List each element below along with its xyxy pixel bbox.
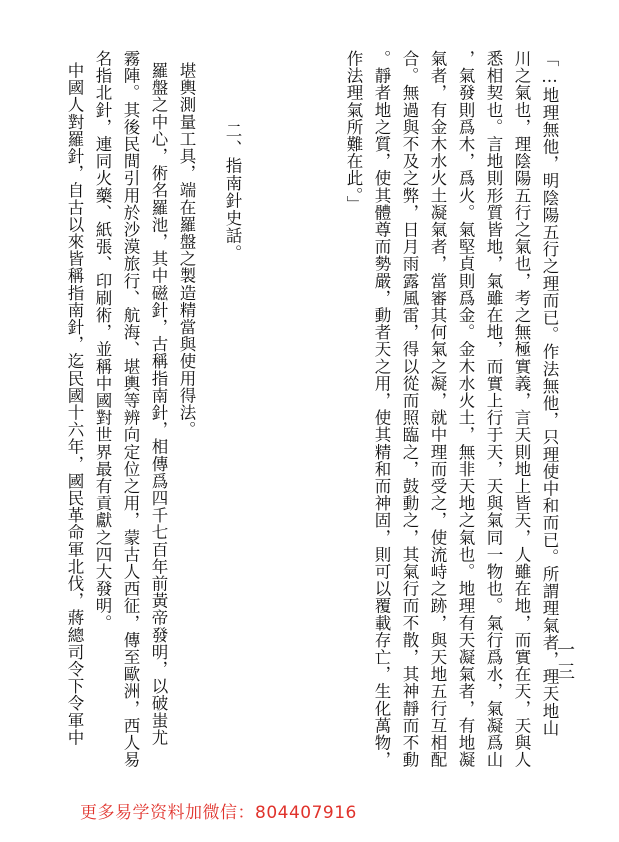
quote-line: 悉相契也。言地則形質皆地，氣雖在地，而實上行于天，天與氣同一物也。氣行爲水，氣凝爲山 [484, 50, 503, 769]
body-line: 羅盤之中心，術名羅池，其中磁針，古稱指南針，相傳爲四千七百年前黃帝發明，以破蚩尤 [149, 62, 168, 746]
quote-line: ，氣發則爲木，爲火。氣堅貞則爲金。金木水火土，無非天地之氣也。地理有天凝氣者，有地凝 [456, 50, 475, 769]
intro-line: 堪輿測量工具，端在羅盤之製造精當與使用得法。 [177, 62, 196, 439]
quote-line: 。靜者地之質，使其體尊而勢嚴，動者天之用，使其精和而神固，則可以覆載存亡，生化萬物， [372, 50, 391, 769]
body-line: 名指北針，連同火藥、紙張、印刷術，並稱中國對世界最有貢獻之四大發明。 [93, 50, 112, 632]
quote-line: 川之氣也，理陰陽五行之氣也，考之無極實義，言天則地上皆天，人雖在地，而實在天，天與人 [512, 50, 531, 769]
quote-line: 「…地理無他，明陰陽五行之理而已。作法無他，只理使中和而已。所謂理氣者，理天地山 [540, 50, 559, 737]
quote-line: 氣者，有金木水火土凝氣者，當審其何氣之凝，就中理而受之，使流峙之跡，與天地五行互相配 [428, 50, 447, 769]
body-line: 中國人對羅針，自古以來皆稱指南針，迄民國十六年，國民革命軍北伐，蔣總司令下令軍中 [65, 62, 84, 746]
section-title: 二、指南針史話。 [223, 122, 242, 262]
quote-line: 作法理氣所難在此。」 [344, 50, 363, 213]
body-line: 霧陣。其後民間引用於沙漠旅行、航海、堪輿等辨向定位之用，蒙古人西征，傳至歐洲，西人易 [121, 50, 140, 769]
quote-line: 合。無過與不及之弊，日月雨露風雷，得以從而照臨之，鼓動之，其氣行而不散，其神靜而不動 [400, 50, 419, 769]
watermark-text: 更多易学资料加微信：804407916 [80, 803, 357, 823]
page-number: 一三 [554, 640, 575, 684]
